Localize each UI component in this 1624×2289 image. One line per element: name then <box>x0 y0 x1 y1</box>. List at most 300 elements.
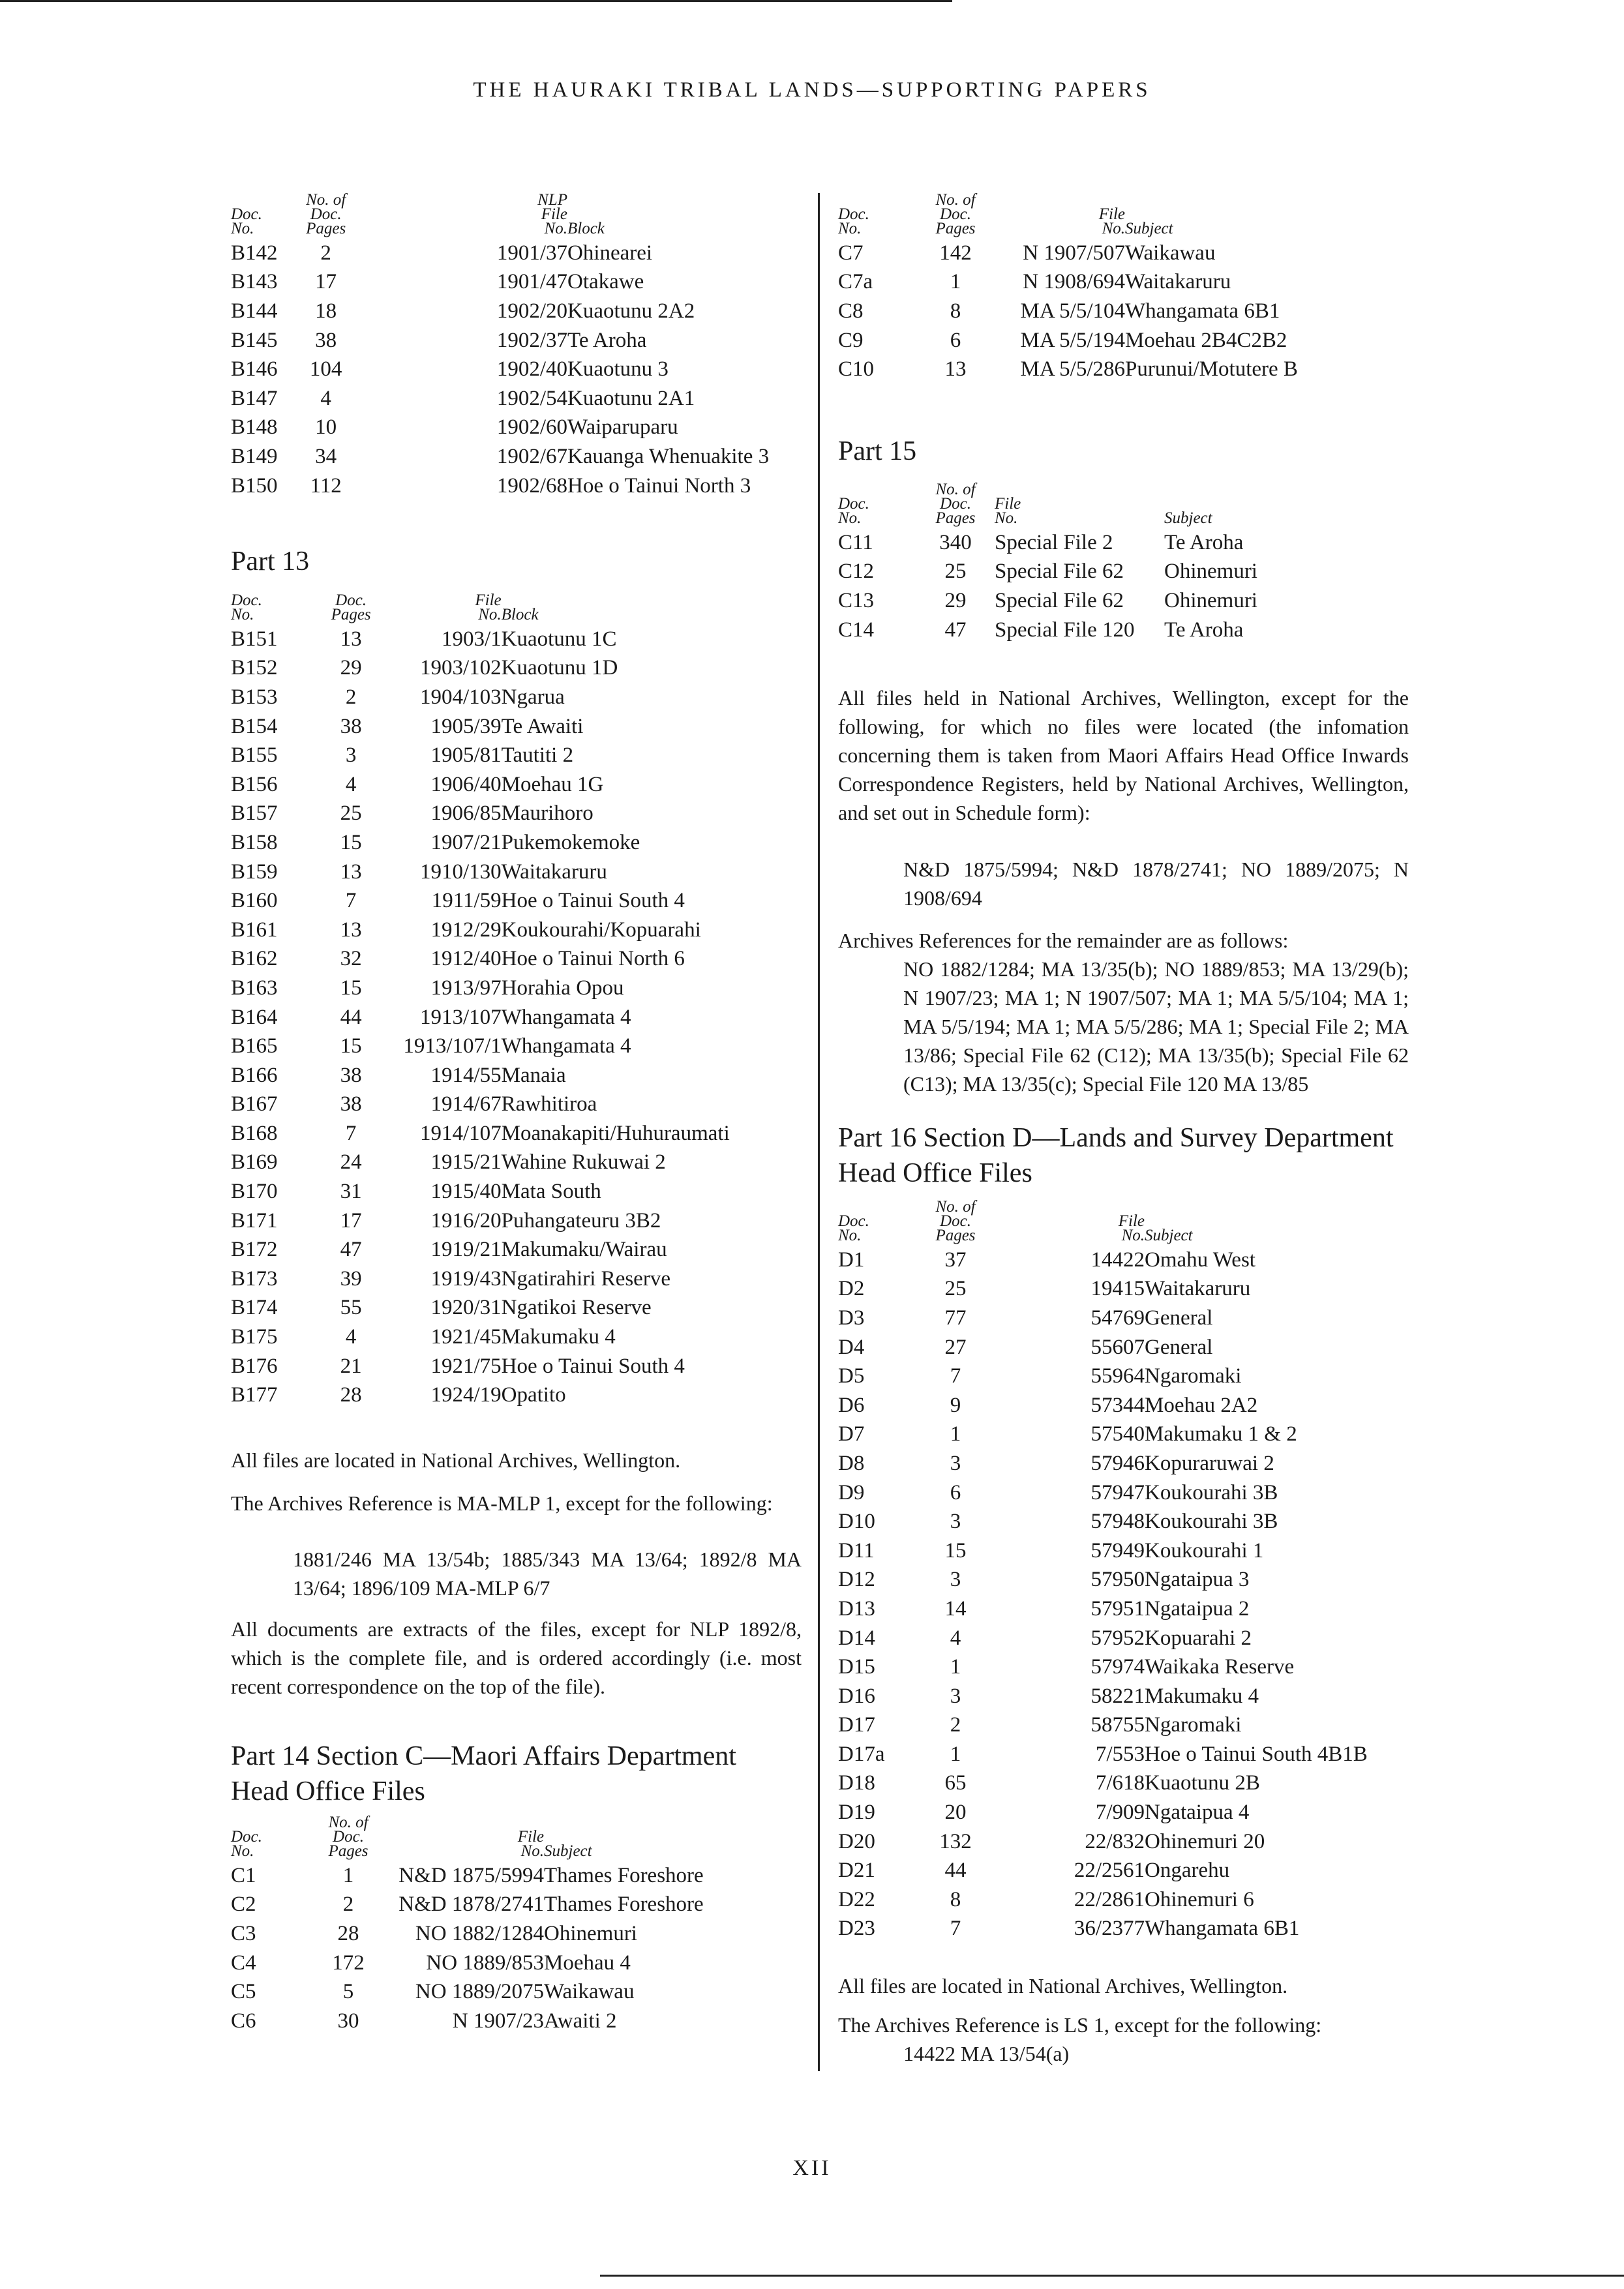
table-cell: Te Aroha <box>567 328 647 352</box>
table-cell: D14 <box>838 1626 875 1650</box>
table-cell: Waitakaruru <box>501 860 607 884</box>
table-cell: 22/832 <box>1085 1829 1145 1853</box>
table-row <box>231 712 802 741</box>
table-cell: D1 <box>838 1248 865 1272</box>
table-row <box>838 558 1425 587</box>
table-row <box>838 1740 1425 1769</box>
table-row <box>838 1420 1425 1450</box>
table-cell: Tautiti 2 <box>501 743 574 768</box>
table-row <box>231 945 802 974</box>
table-cell: B162 <box>231 947 278 971</box>
table-cell: Makumaku 4 <box>501 1325 616 1349</box>
table-row <box>231 625 802 654</box>
table-cell: Waitakaruru <box>1145 1277 1251 1301</box>
table-cell: 15 <box>944 1538 967 1563</box>
table-cell: 1912/29 <box>430 918 502 942</box>
column-header: No. of Doc. Pages <box>328 1814 368 1860</box>
table-cell: B165 <box>231 1034 278 1058</box>
table-row <box>838 297 1425 326</box>
table-cell: MA 5/5/104 <box>1020 299 1125 323</box>
table-cell: 1921/45 <box>430 1325 502 1349</box>
column-header: Doc. No. <box>838 205 869 237</box>
table-cell: 3 <box>950 1510 961 1534</box>
table-cell: 1910/130 <box>419 860 502 884</box>
table-cell: 4 <box>345 1325 357 1349</box>
table-cell: 15 <box>340 976 362 1000</box>
table-cell: C13 <box>838 588 875 612</box>
table-cell: Hoe o Tainui North 3 <box>567 473 751 498</box>
table-cell: Waikawau <box>544 1980 635 2004</box>
table-cell: 1 <box>950 1422 961 1446</box>
table-cell: 7 <box>345 889 357 913</box>
table-row <box>231 1949 802 1978</box>
table-cell: Moanakapiti/Huhuraumati <box>501 1121 730 1145</box>
column-header: Doc. No. <box>231 591 262 623</box>
table-cell: 57948 <box>1090 1510 1145 1534</box>
table-cell: D21 <box>838 1859 875 1883</box>
table-cell: 13 <box>340 860 362 884</box>
part-13-heading: Part 13 <box>231 546 310 576</box>
note-archives-reference: The Archives Reference is MA-MLP 1, except for the following: <box>231 1491 773 1515</box>
table-cell: 9 <box>950 1393 961 1417</box>
table-cell: Makumaku 1 & 2 <box>1145 1422 1297 1446</box>
table-cell: Whangamata 6B1 <box>1125 299 1280 323</box>
table-cell: D20 <box>838 1829 875 1853</box>
table-cell: Kopuarahi 2 <box>1145 1626 1252 1650</box>
table-header-row <box>231 593 802 625</box>
table-row <box>231 1294 802 1323</box>
table-cell: 47 <box>340 1238 362 1262</box>
table-row <box>231 1235 802 1264</box>
table-row <box>838 1856 1425 1885</box>
table-cell: Whangamata 4 <box>501 1005 631 1029</box>
table-cell: 1906/40 <box>430 772 502 796</box>
table-row <box>838 1246 1425 1275</box>
column-header: No. of Doc. Pages <box>935 1198 976 1244</box>
bottom-rule <box>600 2275 1624 2277</box>
table-cell: N&D 1878/2741 <box>398 1893 544 1917</box>
table-cell: 1916/20 <box>430 1208 502 1233</box>
table-cell: Ohinemuri <box>1164 588 1257 612</box>
table-cell: 1903/1 <box>441 627 502 651</box>
note-remainder-refs: Archives References for the remainder are as follows: <box>838 929 1289 952</box>
table-row <box>838 528 1425 558</box>
column-header: Doc. No. <box>838 495 869 527</box>
column-header: No. of Doc. Pages <box>935 191 976 237</box>
table-row <box>231 413 802 443</box>
column-header: File No. <box>1098 205 1125 237</box>
table-row <box>838 1449 1425 1478</box>
table-cell: C2 <box>231 1893 256 1917</box>
table-row <box>231 828 802 858</box>
table-cell: 3 <box>345 743 357 768</box>
table-cell: C12 <box>838 560 875 584</box>
table-cell: 1924/19 <box>430 1383 502 1407</box>
table-cell: Te Aroha <box>1164 618 1244 642</box>
table-row <box>838 1536 1425 1566</box>
table-cell: B150 <box>231 473 278 498</box>
table-cell: 34 <box>315 444 337 468</box>
table-cell: 3 <box>950 1684 961 1708</box>
note-files-held: All files held in National Archives, Wellington, except for the following, for which no files were located (the infomation concerning them is taken from Maori Affairs Head Office Inwards Correspondence Registers, held by National Archives, Wellington, and set out in Schedule form): <box>838 686 1409 824</box>
table-cell: 4 <box>320 386 331 410</box>
table-row <box>231 886 802 916</box>
table-cell: Awaiti 2 <box>544 2009 617 2033</box>
table-cell: B157 <box>231 801 278 826</box>
table-cell: 2 <box>342 1893 354 1917</box>
table-row <box>838 1915 1425 1944</box>
table-cell: 1912/40 <box>430 947 502 971</box>
table-row <box>231 268 802 297</box>
running-header: THE HAURAKI TRIBAL LANDS—SUPPORTING PAPERS <box>473 78 1151 102</box>
table-cell: D4 <box>838 1335 865 1359</box>
column-header: No. of Doc. Pages <box>935 481 976 527</box>
table-cell: Ohinemuri 20 <box>1145 1829 1265 1853</box>
table-cell: 3 <box>950 1568 961 1592</box>
table-cell: B158 <box>231 830 278 854</box>
table-cell: D17 <box>838 1713 875 1737</box>
table-row <box>838 1798 1425 1827</box>
table-cell: B171 <box>231 1208 278 1233</box>
table-cell: Moehau 4 <box>544 1951 631 1975</box>
column-header: Block <box>567 220 605 237</box>
table-cell: 25 <box>944 1277 967 1301</box>
table-row <box>838 586 1425 616</box>
table-cell: 17 <box>315 270 337 294</box>
table-cell: D23 <box>838 1917 875 1941</box>
table-cell: 1902/67 <box>496 444 567 468</box>
table-cell: 1913/107 <box>419 1005 502 1029</box>
table-cell: 1914/107 <box>419 1121 502 1145</box>
table-cell: 1914/67 <box>430 1092 502 1116</box>
table-cell: B170 <box>231 1180 278 1204</box>
table-cell: 29 <box>340 656 362 680</box>
table-cell: Whangamata 6B1 <box>1145 1917 1300 1941</box>
table-cell: MA 5/5/194 <box>1020 328 1125 352</box>
column-header: Block <box>501 606 539 623</box>
table-cell: D8 <box>838 1451 865 1475</box>
table-row <box>838 268 1425 297</box>
table-cell: Kuaotunu 2A2 <box>567 299 695 323</box>
table-cell: C5 <box>231 1980 256 2004</box>
table-cell: 1901/37 <box>496 241 567 265</box>
table-row <box>231 654 802 683</box>
table-row <box>838 616 1425 645</box>
note-extracts: All documents are extracts of the files, except for NLP 1892/8, which is the complete file, and is ordered accordingly (i.e. most recent correspondence on the top of the file). <box>231 1617 802 1698</box>
table-row <box>838 1507 1425 1536</box>
table-cell: 18 <box>315 299 337 323</box>
table-row <box>231 1003 802 1032</box>
table-cell: B174 <box>231 1296 278 1320</box>
table-cell: B145 <box>231 328 278 352</box>
table-cell: Ngataipua 3 <box>1145 1568 1250 1592</box>
table-cell: 10 <box>315 415 337 440</box>
table-row <box>838 1391 1425 1420</box>
table-cell: 1 <box>950 1742 961 1766</box>
table-cell: 24 <box>340 1150 362 1174</box>
table-cell: 7/618 <box>1095 1771 1145 1795</box>
table-cell: B160 <box>231 889 278 913</box>
table-cell: C10 <box>838 357 875 382</box>
table-cell: D10 <box>838 1510 875 1534</box>
table-cell: B142 <box>231 241 278 265</box>
table-cell: 8 <box>950 299 961 323</box>
table-cell: Kuaotunu 2B <box>1145 1771 1260 1795</box>
table-cell: 1919/43 <box>430 1266 502 1291</box>
table-cell: 2 <box>345 685 357 709</box>
table-cell: B175 <box>231 1325 278 1349</box>
table-row <box>231 1177 802 1206</box>
table-cell: 58755 <box>1090 1713 1145 1737</box>
note-remainder-list: NO 1882/1284; MA 13/35(b); NO 1889/853; MA 13/29(b); N 1907/23; MA 1; N 1907/507; MA 1; MA 5/5/104; MA 1; MA 5/5/194; MA 1; MA 5/5/286; MA 1; Special File 2; MA 13/86; Special File 62 (C12); MA 13/35(b); Special File 62 (C13); MA 13/35(c); Special File 120 MA 13/85 <box>903 957 1409 1096</box>
table-cell: Puhangateuru 3B2 <box>501 1208 661 1233</box>
table-cell: 142 <box>939 241 972 265</box>
table-cell: C8 <box>838 299 864 323</box>
table-cell: 19415 <box>1090 1277 1145 1301</box>
table-b142-b150 <box>231 193 802 500</box>
table-b151-b177 <box>231 593 802 1410</box>
table-cell: Thames Foreshore <box>544 1863 704 1887</box>
table-cell: D15 <box>838 1655 875 1679</box>
table-row <box>838 1769 1425 1799</box>
table-cell: B149 <box>231 444 278 468</box>
table-cell: Hoe o Tainui North 6 <box>501 947 685 971</box>
table-row <box>231 770 802 800</box>
table-cell: D12 <box>838 1568 875 1592</box>
note-exceptions: 1881/246 MA 13/54b; 1885/343 MA 13/64; 1892/8 MA 13/64; 1896/109 MA-MLP 6/7 <box>293 1548 802 1600</box>
table-cell: Ngaromaki <box>1145 1364 1242 1388</box>
table-cell: Waiparuparu <box>567 415 678 440</box>
table-cell: 31 <box>340 1180 362 1204</box>
table-cell: 1902/37 <box>496 328 567 352</box>
table-cell: 54769 <box>1090 1306 1145 1330</box>
table-cell: 27 <box>944 1335 967 1359</box>
table-cell: B163 <box>231 976 278 1000</box>
table-cell: 6 <box>950 1480 961 1504</box>
table-cell: B161 <box>231 918 278 942</box>
table-cell: Maurihoro <box>501 801 594 826</box>
table-cell: 1 <box>950 1655 961 1679</box>
table-cell: Purunui/Motutere B <box>1125 357 1298 382</box>
table-row <box>838 1711 1425 1741</box>
page-number: XII <box>792 2156 832 2180</box>
table-cell: 44 <box>340 1005 362 1029</box>
column-header: Subject <box>1164 509 1212 527</box>
table-cell: 2 <box>320 241 331 265</box>
table-row <box>838 355 1425 384</box>
table-cell: 55 <box>340 1296 362 1320</box>
table-cell: 47 <box>944 618 967 642</box>
table-cell: B168 <box>231 1121 278 1145</box>
table-cell: 1905/81 <box>430 743 502 768</box>
table-cell: 7/553 <box>1095 1742 1145 1766</box>
table-cell: B147 <box>231 386 278 410</box>
table-cell: 57951 <box>1090 1596 1145 1621</box>
column-header: Subject <box>544 1842 592 1860</box>
table-cell: Waikawau <box>1125 241 1216 265</box>
table-cell: B159 <box>231 860 278 884</box>
table-cell: B148 <box>231 415 278 440</box>
table-row <box>231 916 802 945</box>
table-row <box>231 1090 802 1120</box>
table-cell: 2 <box>950 1713 961 1737</box>
table-cell: 1904/103 <box>419 685 502 709</box>
table-cell: Ongarehu <box>1145 1859 1230 1883</box>
table-cell: 1905/39 <box>430 714 502 738</box>
table-cell: B151 <box>231 627 278 651</box>
table-cell: Kauanga Whenuakite 3 <box>567 444 770 468</box>
part-15-heading: Part 15 <box>838 436 917 466</box>
table-cell: 4 <box>345 772 357 796</box>
table-header-row <box>838 1200 1425 1246</box>
table-cell: 30 <box>337 2009 359 2033</box>
table-cell: 6 <box>950 328 961 352</box>
table-cell: 1 <box>950 270 961 294</box>
note-no-files-list: N&D 1875/5994; N&D 1878/2741; NO 1889/2075; N 1908/694 <box>903 858 1409 910</box>
table-cell: N&D 1875/5994 <box>398 1863 544 1887</box>
table-cell: 340 <box>939 530 972 554</box>
column-header: Doc. No. <box>838 1212 869 1244</box>
table-row <box>231 355 802 384</box>
table-cell: Hoe o Tainui South 4 <box>501 1354 685 1378</box>
table-cell: 1919/21 <box>430 1238 502 1262</box>
table-cell: 57949 <box>1090 1538 1145 1563</box>
table-cell: 22/2561 <box>1074 1859 1145 1883</box>
table-cell: Special File 62 <box>995 588 1124 612</box>
table-cell: Moehau 2A2 <box>1145 1393 1258 1417</box>
table-row <box>838 1885 1425 1915</box>
top-rule <box>0 0 952 2</box>
table-cell: 14422 <box>1090 1248 1145 1272</box>
table-cell: 39 <box>340 1266 362 1291</box>
table-cell: C9 <box>838 328 864 352</box>
table-cell: 29 <box>944 588 967 612</box>
table-cell: 25 <box>944 560 967 584</box>
table-cell: 57344 <box>1090 1393 1145 1417</box>
table-cell: 57946 <box>1090 1451 1145 1475</box>
table-cell: General <box>1145 1306 1213 1330</box>
table-cell: 77 <box>944 1306 967 1330</box>
table-row <box>231 1891 802 1920</box>
table-cell: 4 <box>950 1626 961 1650</box>
table-row <box>838 1594 1425 1624</box>
table-row <box>231 1206 802 1236</box>
table-row <box>231 858 802 887</box>
table-cell: D5 <box>838 1364 865 1388</box>
column-header: File No. <box>517 1828 544 1860</box>
table-cell: B154 <box>231 714 278 738</box>
table-cell: N 1907/23 <box>452 2009 544 2033</box>
table-cell: 1902/40 <box>496 357 567 382</box>
table-cell: 15 <box>340 1034 362 1058</box>
table-row <box>231 800 802 829</box>
table-cell: C1 <box>231 1863 256 1887</box>
table-row <box>838 1682 1425 1711</box>
table-cell: B172 <box>231 1238 278 1262</box>
table-cell: Rawhitiroa <box>501 1092 597 1116</box>
table-row <box>231 1032 802 1061</box>
column-header: Subject <box>1145 1227 1193 1244</box>
table-c1-c6 <box>231 1816 802 2036</box>
table-row <box>838 1478 1425 1508</box>
table-cell: 7 <box>345 1121 357 1145</box>
table-cell: Waikaka Reserve <box>1145 1655 1295 1679</box>
table-cell: Ohinearei <box>567 241 653 265</box>
table-cell: C14 <box>838 618 875 642</box>
table-cell: B166 <box>231 1063 278 1087</box>
table-row <box>838 1624 1425 1653</box>
column-header: Doc. No. <box>231 205 262 237</box>
table-cell: 1906/85 <box>430 801 502 826</box>
table-cell: Waitakaruru <box>1125 270 1231 294</box>
table-cell: Ngataipua 4 <box>1145 1801 1250 1825</box>
table-cell: Kuaotunu 3 <box>567 357 669 382</box>
table-header-row <box>231 1816 802 1861</box>
table-cell: 57950 <box>1090 1568 1145 1592</box>
table-cell: 13 <box>340 627 362 651</box>
table-cell: B167 <box>231 1092 278 1116</box>
table-cell: Koukourahi 1 <box>1145 1538 1264 1563</box>
table-cell: D17a <box>838 1742 885 1766</box>
table-cell: B144 <box>231 299 278 323</box>
table-cell: 1 <box>342 1863 354 1887</box>
table-row <box>231 442 802 471</box>
column-header: Subject <box>1125 220 1173 237</box>
table-cell: Kopuraruwai 2 <box>1145 1451 1274 1475</box>
table-cell: D22 <box>838 1887 875 1911</box>
table-cell: B155 <box>231 743 278 768</box>
table-cell: B146 <box>231 357 278 382</box>
table-cell: Kuaotunu 1D <box>501 656 618 680</box>
table-cell: 1914/55 <box>430 1063 502 1087</box>
table-cell: 1902/20 <box>496 299 567 323</box>
table-cell: MA 5/5/286 <box>1020 357 1125 382</box>
table-cell: 7 <box>950 1917 961 1941</box>
table-header-row <box>838 483 1425 528</box>
table-cell: N 1908/694 <box>1023 270 1125 294</box>
table-row <box>231 1323 802 1352</box>
table-row <box>231 1919 802 1949</box>
table-cell: 17 <box>340 1208 362 1233</box>
table-c11-c14 <box>838 483 1425 644</box>
table-row <box>838 239 1425 268</box>
table-cell: Horahia Opou <box>501 976 624 1000</box>
table-cell: 38 <box>340 714 362 738</box>
table-cell: C3 <box>231 1921 256 1945</box>
table-cell: 20 <box>944 1801 967 1825</box>
table-cell: Ngataipua 2 <box>1145 1596 1250 1621</box>
table-row <box>231 1119 802 1148</box>
table-cell: 44 <box>944 1859 967 1883</box>
table-cell: Manaia <box>501 1063 566 1087</box>
column-header: Doc. No. <box>231 1828 262 1860</box>
table-cell: 8 <box>950 1887 961 1911</box>
table-cell: 21 <box>340 1354 362 1378</box>
table-cell: 7 <box>950 1364 961 1388</box>
table-cell: Makumaku/Wairau <box>501 1238 667 1262</box>
note-ls-reference: The Archives Reference is LS 1, except for the following: <box>838 2013 1322 2037</box>
table-cell: NO 1889/853 <box>426 1951 544 1975</box>
table-cell: B143 <box>231 270 278 294</box>
table-row <box>231 741 802 770</box>
table-cell: 1903/102 <box>419 656 502 680</box>
table-cell: 104 <box>309 357 342 382</box>
table-cell: Whangamata 4 <box>501 1034 631 1058</box>
table-row <box>231 326 802 355</box>
table-cell: Wahine Rukuwai 2 <box>501 1150 666 1174</box>
table-cell: 32 <box>340 947 362 971</box>
table-cell: NO 1889/2075 <box>415 1980 544 2004</box>
